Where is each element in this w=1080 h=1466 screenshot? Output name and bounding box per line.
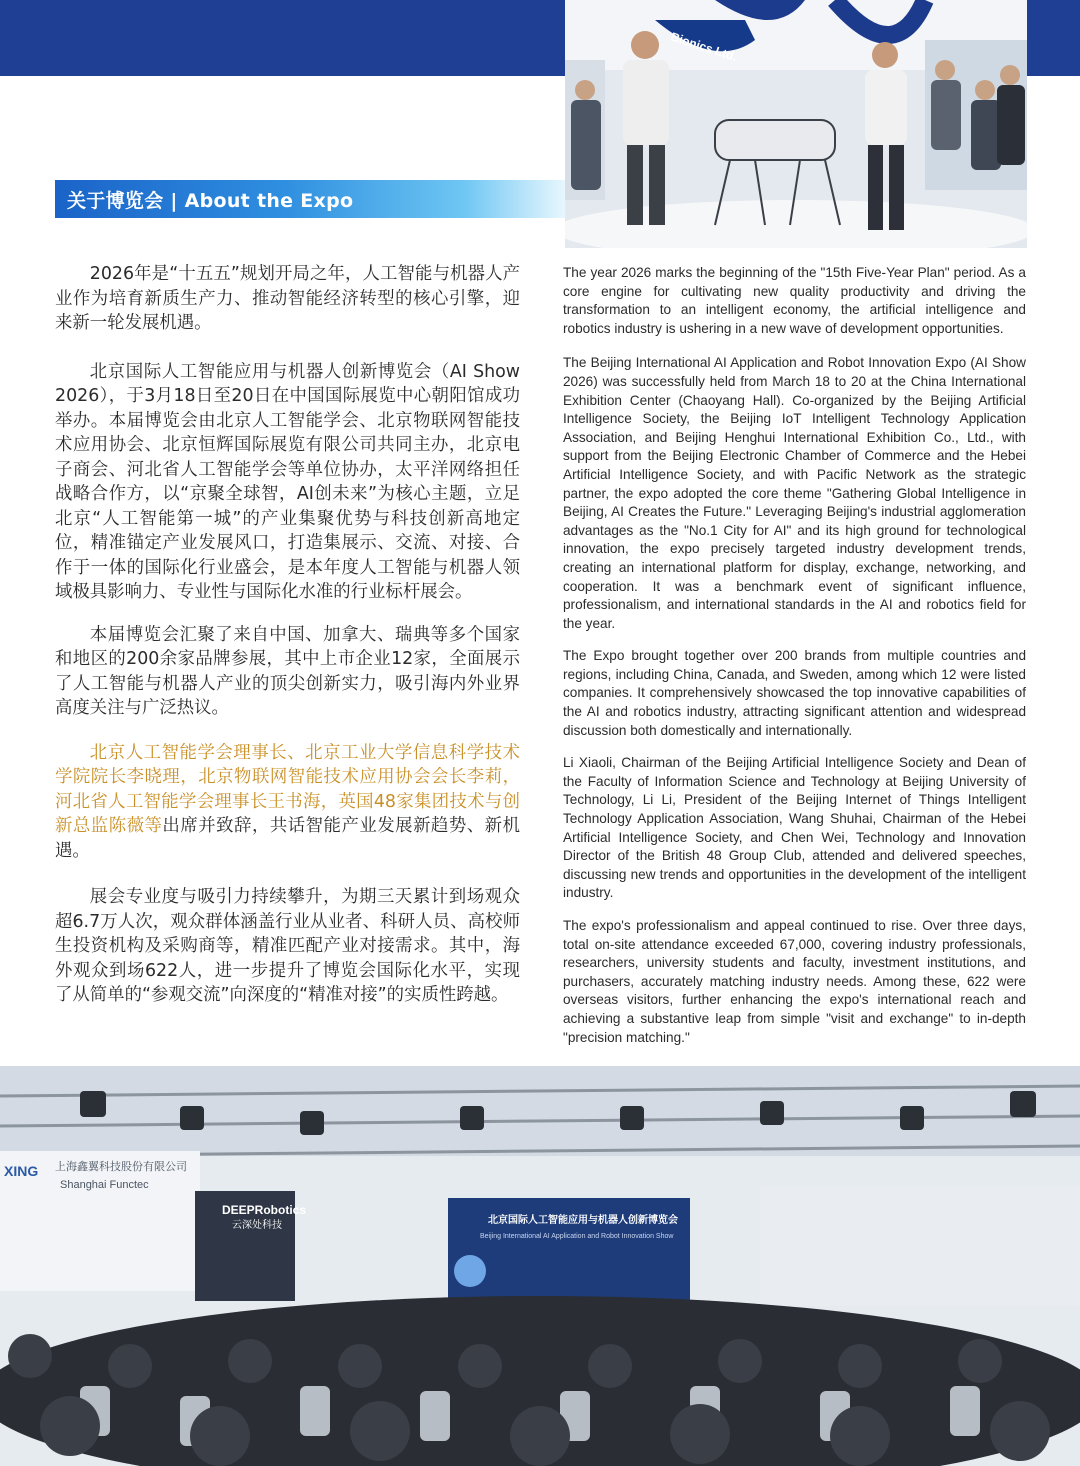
booth-left-cn: 上海鑫翼科技股份有限公司 <box>55 1160 187 1173</box>
section-header <box>55 180 565 218</box>
cn-speakers-highlight: 北京人工智能学会理事长、北京工业大学信息科学技术学院院长李晓理，北京物联网智能技术应用协会会长李莉，河北省人工智能学会理事长王书海，英国48家集团技术与创新总监陈薇等 <box>55 742 520 836</box>
en-paragraph-4: Li Xiaoli, Chairman of the Beijing Artificial Intelligence Society and Dean of the Faculty of Information Science and Technology at Beijing University of Technology, Li Li, President of the Beijing Internet of Things Intelligent Technology Application Association, Wang Shuhai, Chairman of the Hebei Artificial Intelligence Society, and Chen Wei, Technology and Innovation Director of the British 48 Group Club, attended and delivered speeches, discussing new trends and opportunities in the development of the intelligent industry. <box>563 755 1026 901</box>
en-paragraph-5: The expo's professionalism and appeal continued to rise. Over three days, total on-site attendance exceeded 67,000, covering industry professionals, researchers, university students and faculty, investment institutions, and purchasers, accurately matching industry needs. Among these, 622 were overseas visitors, further enhancing the expo's international reach and achieving a substantive leap from simple "visit and exchange" to in-depth "precision matching." <box>563 918 1026 1045</box>
cn-paragraph-4 <box>55 741 520 864</box>
stage-title: 北京国际人工智能应用与机器人创新博览会 <box>488 1215 678 1226</box>
cn-paragraph-1: 2026年是“十五五”规划开局之年，人工智能与机器人产业作为培育新质生产力、推动智能经济转型的核心引擎，迎来新一轮发展机遇。 <box>55 264 520 333</box>
cn-paragraph-4-rest: 出席并致辞，共话智能产业发展新趋势、新机遇。 <box>55 816 520 861</box>
booth-center-brand: DEEPRobotics <box>222 1203 307 1217</box>
cn-paragraph-5: 展会专业度与吸引力持续攀升，为期三天累计到场观众超6.7万人次，观众群体涵盖行业从业者、科研人员、高校师生投资机构及采购商等，精准匹配产业对接需求。其中，海外观众到场622人，进一步提升了博览会国际化水平，实现了从简单的“参观交流”向深度的“精准对接”的实质性跨越。 <box>55 887 520 1005</box>
booth-left-logo: XING <box>4 1163 39 1179</box>
cn-paragraph-3: 本届博览会汇聚了来自中国、加拿大、瑞典等多个国家和地区的200余家品牌参展，其中上市企业12家，全面展示了人工智能与机器人产业的顶尖创新实力，吸引海内外业界高度关注与广泛热议。 <box>55 624 520 718</box>
en-paragraph-1: The year 2026 marks the beginning of the "15th Five-Year Plan" period. As a core engine for cultivating new quality productivity and driving the transformation to an intelligent economy, the artificial intelligence and robotics industry is ushering in a new wave of development opportunities. <box>563 265 1026 336</box>
robot-dog-booth-photo <box>565 0 1027 248</box>
en-paragraph-3: The Expo brought together over 200 brands from multiple countries and regions, including China, Canada, and Sweden, among which 12 were listed companies. It comprehensively showcased the top innovative capabilities of the AI and robotics industry, attracting significant attention and widespread discussion both domestically and internationally. <box>563 648 1026 738</box>
stage-subtitle: Beijing International AI Application and Robot Innovation Show <box>480 1233 674 1240</box>
booth-center-cn: 云深处科技 <box>232 1220 282 1231</box>
cn-paragraph-2: 北京国际人工智能应用与机器人创新博览会（AI Show 2026），于3月18日至20日在中国国际展览中心朝阳馆成功举办。本届博览会由北京人工智能学会、北京物联网智能技术应用协会、北京恒辉国际展览有限公司共同主办，北京电子商会、河北省人工智能学会等单位协办，太平洋网络担任战略合作方，以“京聚全球智，AI创未来”为核心主题，立足北京“人工智能第一城”的产业集聚优势与科技创新高地定位，精准锚定产业发展风口，打造集展示、交流、对接、合作于一体的国际化行业盛会，是本年度人工智能与机器人领域极具影响力、专业性与国际化水准的行业标杆展会。 <box>55 361 520 602</box>
section-title: 关于博览会 | About the Expo <box>67 189 354 212</box>
english-column <box>563 264 1026 1061</box>
booth-left-en: Shanghai Functec <box>60 1179 149 1191</box>
en-paragraph-2: The Beijing International AI Application and Robot Innovation Expo (AI Show 2026) was successfully held from March 18 to 20 at the China International Exhibition Center (Chaoyang Hall). Co-organized by the Beijing Artificial Intelligence Society, the Beijing IoT Intelligent Technology Application Association, and Beijing Henghui International Exhibition Co., Ltd., with support from the Beijing Electronic Chamber of Commerce and the Hebei Artificial Intelligence Society, and with Pacific Network as the strategic partner, the expo adopted the core theme "Gathering Global Intelligence in Beijing, AI Creates the Future." Leveraging Beijing's industrial agglomeration advantages as the "No.1 City for AI" and its high ground for technological innovation, the expo precisely targeted industry development trends, creating an international platform for display, exchange, networking, and cooperation. It was a benchmark event of significant influence, professionalism, and international standards in the AI and robotics field for the year. <box>563 355 1026 631</box>
booth-sign-text: Bionics Ltd. <box>669 29 739 65</box>
conference-hall-photo <box>0 1066 1080 1466</box>
chinese-column <box>55 262 520 1032</box>
